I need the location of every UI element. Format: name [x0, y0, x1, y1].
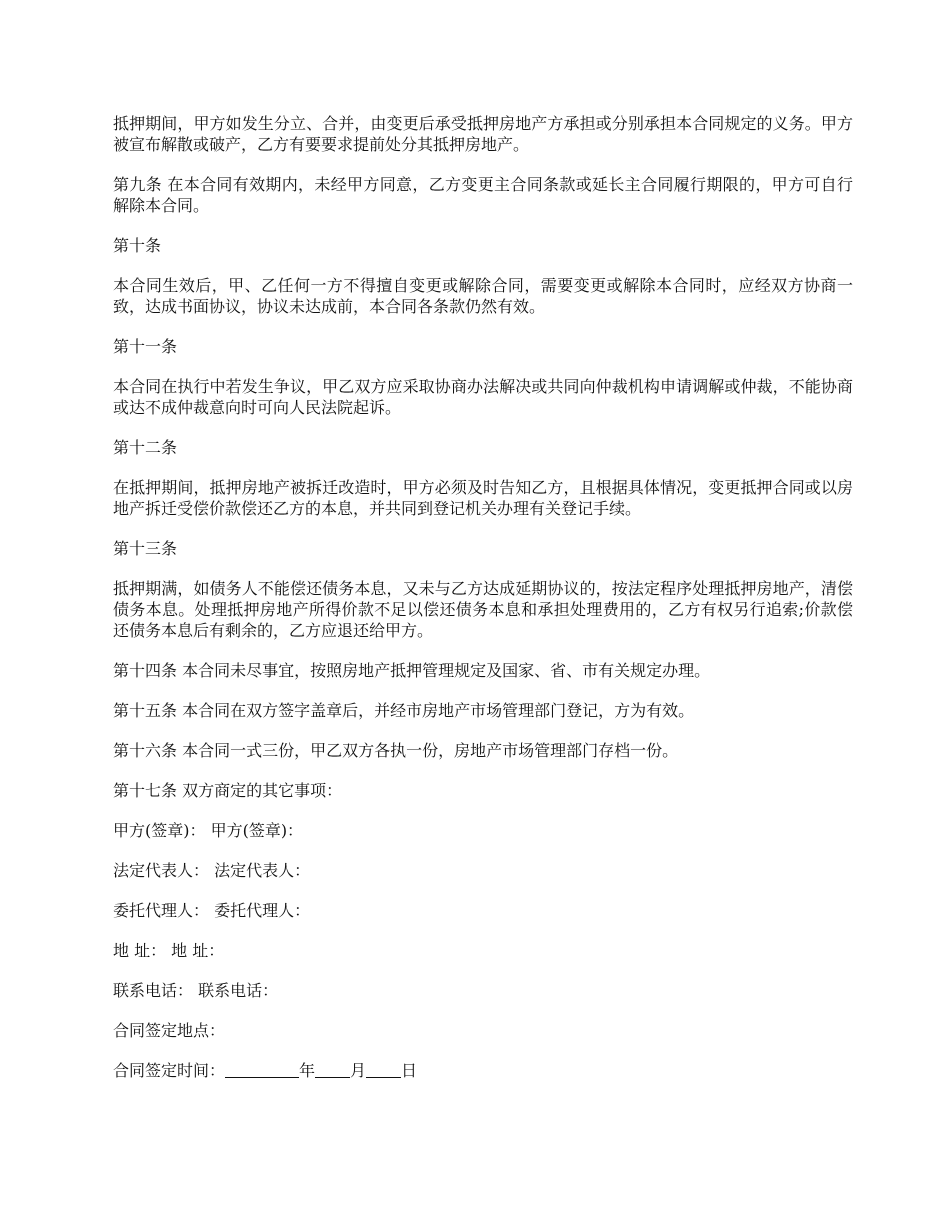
day-label: 日: [401, 1061, 418, 1080]
paragraph-article-9: 第九条 在本合同有效期内，未经甲方同意，乙方变更主合同条款或延长主合同履行期限的，甲方可自行解除本合同。: [113, 175, 853, 215]
paragraph-article-15: 第十五条 本合同在双方签字盖章后，并经市房地产市场管理部门登记，方为有效。: [113, 701, 695, 720]
signing-location: 合同签定地点：: [113, 1021, 226, 1040]
document-page: [113, 113, 853, 1100]
signature-address: 地 址： 地 址：: [113, 941, 225, 960]
year-label: 年: [299, 1061, 316, 1080]
paragraph-article-17: 第十七条 双方商定的其它事项：: [113, 781, 343, 800]
signature-legal-representative: 法定代表人： 法定代表人：: [113, 861, 311, 880]
heading-article-13: 第十三条: [113, 539, 178, 558]
paragraph-article-14: 第十四条 本合同未尽事宜，按照房地产抵押管理规定及国家、省、市有关规定办理。: [113, 661, 711, 680]
heading-article-10: 第十条: [113, 236, 162, 255]
month-blank: [315, 1061, 350, 1078]
paragraph-article-10: 本合同生效后，甲、乙任何一方不得擅自变更或解除合同，需要变更或解除本合同时，应经双方协商一致，达成书面协议，协议未达成前，本合同各条款仍然有效。: [113, 276, 853, 316]
heading-article-11: 第十一条: [113, 337, 178, 356]
year-blank: [225, 1061, 299, 1078]
paragraph-article-16: 第十六条 本合同一式三份，甲乙双方各执一份，房地产市场管理部门存档一份。: [113, 741, 679, 760]
heading-article-12: 第十二条: [113, 438, 178, 457]
paragraph-article-12: 在抵押期间，抵押房地产被拆迁改造时，甲方必须及时告知乙方，且根据具体情况，变更抵押合同或以房地产拆迁受偿价款偿还乙方的本息，并共同到登记机关办理有关登记手续。: [113, 478, 853, 518]
day-blank: [366, 1061, 401, 1078]
signing-time-label: 合同签定时间：: [113, 1061, 226, 1080]
paragraph-mortgage-period: 抵押期间，甲方如发生分立、合并，由变更后承受抵押房地产方承担或分别承担本合同规定的义务。甲方被宣布解散或破产，乙方有要要求提前处分其抵押房地产。: [113, 114, 853, 154]
signature-authorized-agent: 委托代理人： 委托代理人：: [113, 901, 311, 920]
paragraph-article-13: 抵押期满，如债务人不能偿还债务本息，又未与乙方达成延期协议的，按法定程序处理抵押房地产，清偿债务本息。处理抵押房地产所得价款不足以偿还债务本息和承担处理费用的，乙方有权另行追索;价款偿还债务本息后有剩余的，乙方应退还给甲方。: [113, 579, 853, 640]
signature-party-a: 甲方(签章)： 甲方(签章)：: [113, 821, 304, 840]
paragraph-article-11: 本合同在执行中若发生争议，甲乙双方应采取协商办法解决或共同向仲裁机构申请调解或仲裁，不能协商或达不成仲裁意向时可向人民法院起诉。: [113, 377, 853, 417]
month-label: 月: [350, 1061, 367, 1080]
signature-phone: 联系电话： 联系电话：: [113, 981, 279, 1000]
signing-time: [113, 1060, 853, 1081]
